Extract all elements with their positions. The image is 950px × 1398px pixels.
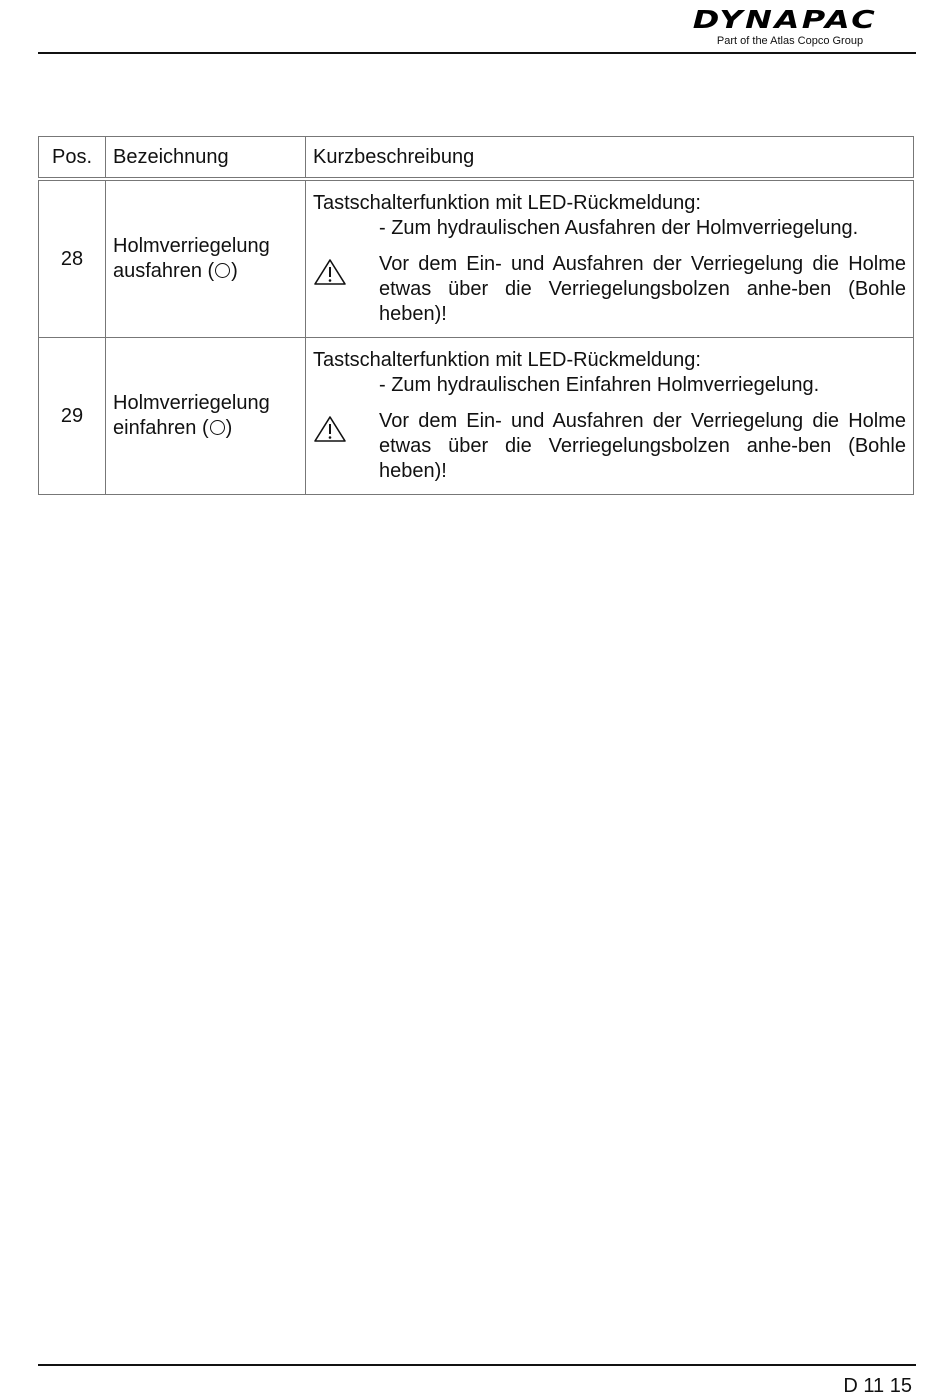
row-name-line2: [113, 259, 298, 284]
column-header-name: Bezeichnung: [106, 137, 306, 180]
row-name-line2-suffix: ): [225, 417, 233, 439]
row-name: [106, 179, 306, 338]
warning-note: [313, 252, 906, 327]
row-name-line1: Holmverriegelung: [113, 235, 270, 257]
row-description: [306, 179, 914, 338]
company-logo: [670, 6, 900, 48]
warning-triangle-icon: [313, 409, 379, 484]
description-bullet: - Zum hydraulischen Ausfahren der Holmverriegelung.: [379, 217, 859, 239]
header-rule: [38, 52, 916, 54]
logo-tagline: Part of the Atlas Copco Group: [716, 35, 864, 47]
column-header-description: Kurzbeschreibung: [306, 137, 914, 180]
circle-icon: [215, 263, 230, 278]
column-header-pos: Pos.: [39, 137, 106, 180]
description-intro: Tastschalterfunktion mit LED-Rückmeldung:: [313, 192, 701, 214]
table-header-row: [39, 137, 914, 180]
logo-brand: DYNAPAC: [692, 5, 878, 34]
warning-text: Vor dem Ein- und Ausfahren der Verriegelung die Holme etwas über die Verriegelungsbolzen anhe-ben (Bohle heben)!: [379, 253, 906, 325]
row-name-line2-prefix: einfahren (: [113, 417, 209, 439]
row-description: [306, 338, 914, 495]
warning-text: Vor dem Ein- und Ausfahren der Verriegelung die Holme etwas über die Verriegelungsbolzen anhe-ben (Bohle heben)!: [379, 410, 906, 482]
row-name-line1: Holmverriegelung: [113, 392, 270, 414]
table-row: [39, 179, 914, 338]
row-name: [106, 338, 306, 495]
warning-note: [313, 409, 906, 484]
warning-triangle-icon: [313, 252, 379, 327]
description-intro: Tastschalterfunktion mit LED-Rückmeldung:: [313, 349, 701, 371]
description-bullet: - Zum hydraulischen Einfahren Holmverriegelung.: [379, 374, 820, 396]
row-name-line2: [113, 416, 298, 441]
row-position: 28: [39, 179, 106, 338]
spec-table: [38, 136, 914, 495]
row-name-line2-suffix: ): [231, 260, 238, 282]
page-number: D 11 15: [843, 1375, 912, 1397]
circle-icon: [210, 420, 225, 435]
footer-rule: [38, 1364, 916, 1366]
row-name-line2-prefix: ausfahren (: [113, 260, 215, 282]
table-row: [39, 338, 914, 495]
row-position: 29: [39, 338, 106, 495]
